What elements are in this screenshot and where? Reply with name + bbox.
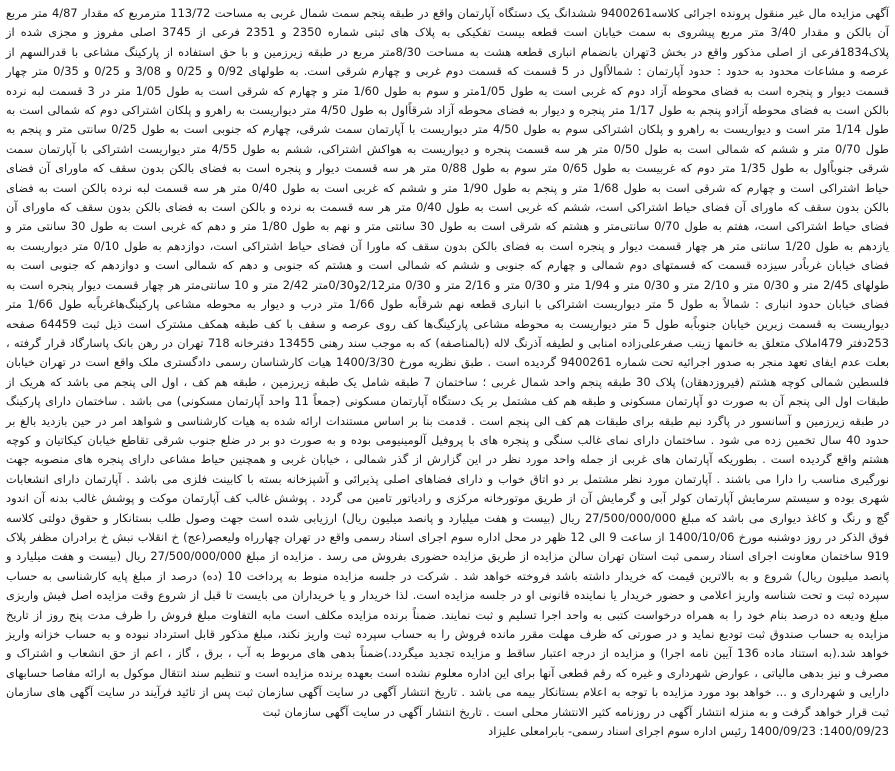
- notice-signature-line: 1400/09/23: 1400/09/23 رئیس اداره سوم اجرای اسناد رسمی- بابرامعلی علیزاد: [488, 724, 889, 739]
- auction-notice-text: آگهی مزایده مال غیر منقول پرونده اجرائی کلاسه9400261 ششدانگ یک دستگاه آپارتمان واقع در طبقه پنجم سمت شمال غربی به مساحت 113/72 مترمربع که مقدار 4/87 متر مربع آن بالکن و مقدار 3/40 متر مربع پیشروی به سمت خیابان است قطعه بیست تفکیکی به پلاک های ثبتی شماره 2350 و 2351 فرعی از 3745 اصلی مفروز و مجزی شده از پلاک1834فرعی از اصلی مذکور واقع در بخش 3تهران بانضمام انباری قطعه هشت به مساحت 8/30متر مربع در طبقه زیرزمین و با حق استفاده از پارکینگ مشاعی با قدرالسهم از عرصه و مشاعات محدود به حدود : حدود آپارتمان : شمالاًاول در 5 قسمت که قسمت دوم غربی و چهارم شرقی است. به طولهای 0/92 و 0/25 و 3/08 و 0/25 و 0/35 متر چهار قسمت دیوار و پنجره است به فضای محوطه آزاد دوم که غربی است به طول 1/05متر و سوم به طول 1/60 متر و چهارم که شرقی است به طول 1/05 متر در 3 قسمت لبه نرده بالکن است به فضای محوطه آزادو پنجم به طول 1/17 متر پنجره و دیوار به فضای محوطه آزاد شرقاًاول به طول 4/50 متر دیواریست به راهرو و پلکان اشتراکی دوم که شمالی است به طول 1/14 متر است و دیواریست به راهرو و پلکان اشتراکی سوم به طول 4/50 متر دیواریست با آپارتمان سمت شرقی، چهارم که جنوبی است به طول 0/25 سانتی متر و پنجم به طول 0/70 متر و ششم که شمالی است به طول 0/50 متر هر سه قسمت پنجره و دیواریست به هواکش اشتراکی، ششم به طول 4/55 متر دیواریست اشتراکی با آپارتمان سمت شرقی جنوباًاول به طول 1/35 متر دوم که غربیست به طول 0/65 متر سوم به طول 0/88 متر هر سه قسمت دیوار و پنجره است به فضای بالکن بدون سقف که ماورای آن فضای حیاط اشتراکی است و چهارم که شرقی است به طول 1/68 متر و پنجم به طول 1/90 متر و ششم که غربی است به طول 0/40 متر هر سه قسمت لبه نرده بالکن است به فضای بالکن بدون سقف که ماورای آن فضای حیاط اشتراکی است، ششم که غربی است به طول 0/40 متر هر سه قسمت به نرده و بالکن است به فضای بالکن بدون سقف که ماورای آن فضای حیاط اشتراکی است، هفتم به طول 0/70 سانتی‌متر و هشتم که شرقی است به طول 30 سانتی متر و نهم به طول 1/80 متر و دهم که غربی است به طول 30 سانتی متر و یازدهم به طول 1/20 سانتی متر هر چهار قسمت دیوار و پنجره است به فضای بالکن بدون سقف که ماورا آن فضای حیاط اشتراکی است، دوازدهم به طول 0/10 متر دیواریست به فضای خیابان غرباًدر سیزده قسمت که قسمتهای دوم شمالی و چهارم که جنوبی و ششم که شمالی است و هشتم که جنوبی و دهم که شمالی است و دوازدهم که جنوبی است به طولهای 2/45 متر و 0/30 متر و 2/10 متر و 0/30 متر و 1/94 متر و 0/30 متر و 2/16 متر و 0/30 متر2/12و0/30متر 2/42 متر و 10 سانتی‌متر هر چهار قسمت دیوار پنجره است به فضای خیابان حدود انباری : شمالاً به طول 5 متر دیواریست اشتراکی با انباری قطعه نهم شرقاًبه طول 1/66 متر درب و دیوار به محوطه مشاعی پارکینگ‌هاغرباًبه طول 1/66 متر دیواریست به قسمت زیرین خیابان جنوباًبه طول 5 متر دیواریست به محوطه مشاعی پارکینگ‌ها کف روی عرصه و سقف با کف طبقه همکف مشترک است ذیل ثبت 64459 صفحه 253دفتر 479املاک متعلق به خانمها زینب صفرعلی‌زاده امنابی و لطیفه آذرنگ لاله (بالمناصفه) که به موجب سند رهنی 13455 دفترخانه 718 تهران در رهن بانک پاسارگاد قرار گرفته ، بعلت عدم ایفای تعهد منجر به صدور اجرائیه تحت شماره 9400261 گردیده است . طبق نظریه مورخ 1400/3/30 هیات کارشناسان رسمی دادگستری ملک واقع است در تهران خیابان فلسطین شمالی کوچه هشتم (فیروزدهقان) پلاک 30 طبقه پنجم واحد شمال غربی ؛ ساختمان 7 طبقه شامل یک طبقه زیرزمین ، طبقه هم کف ، اول الی پنجم می باشد که هریک از طبقات اول الی پنجم آن به صورت دو آپارتمان مسکونی و طبقه هم کف مشتمل بر یک دستگاه آپارتمان مسکونی (جمعاً 11 واحد آپارتمان مسکونی) می باشد . ساختمان دارای پارکینگ در طبقه زیرزمین و آسانسور در پاگرد نیم طبقه برای طبقات هم کف الی پنجم است . قدمت بنا بر اساس مستندات ارائه شده به هیات کارشناسی و شواهد امر در حین بازدید بالغ بر حدود 40 سال تخمین زده می شود . ساختمان دارای نمای غالب سنگی و پنجره های با پروفیل آلومینیومی بوده و به صورت دو بر در ضلع جنوب شرقی تقاطع خیابان کیکاتیان و کوچه هشتم واقع گردیده است . بطوریکه آپارتمان های غربی از جمله واحد مورد نظر در این گزارش از گذر شمالی ، خیابان غربی و همچنین حیاط مشاعی دارای پنجره های منصوبه جهت نورگیری مناسب را دارا می باشند . آپارتمان مورد نظر مشتمل بر دو اتاق خواب و دارای فضاهای اصلی پذیرائی و آشپزخانه بسته با کابینت فلزی می باشد . آپارتمان دارای انشعابات شهری بوده و سیستم سرمایش آپارتمان کولر آبی و گرمایش آن از طریق موتورخانه مرکزی و رادیاتور تامین می گردد . پوشش غالب کف آپارتمان موکت و پوشش غالب بدنه آن اندود گچ و رنگ و کاغذ دیواری می باشد که مبلغ 27/500/000/000 ریال (بیست و هفت میلیارد و پانصد میلیون ریال) ارزیابی شده است جهت وصول طلب بستانکار و حقوق دولتی کلاسه فوق الذکر در روز دوشنبه مورخ 1400/10/06 از ساعت 9 الی 12 ظهر در محل اداره سوم اجرای اسناد رسمی واقع در تهران چهارراه ولیعصر(عج) خ انقلاب نبش خ برادران مظفر پلاک 919 ساختمان معاونت اجرای اسناد رسمی ثبت استان تهران سالن مزایده از طریق مزایده حضوری بفروش می رسد . مزایده از مبلغ 27/500/000/000 ریال (بیست و هفت میلیارد و پانصد میلیون ریال) شروع و به بالاترین قیمت که خریدار داشته باشد فروخته خواهد شد . شرکت در جلسه مزایده منوط به پرداخت 10 (ده) درصد از مبلغ پایه کارشناسی به حساب سپرده ثبت و تحت شناسه واریز اعلامی و حضور خریدار یا نماینده قانونی او در جلسه مزایده است. لذا خریدار و یا خریداران می بایست تا قبل از شروع وقت مزایده اصل فیش واریزی مبلغ ودیعه ده درصد بنام خود را به همراه درخواست کتبی به واحد اجرا تسلیم و ثبت نمایند. ضمناً برنده مزایده مکلف است مابه التفاوت مبلغ فروش را ظرف مدت پنج روز از تاریخ مزایده به حساب صندوق ثبت تودیع نماید و در صورتی که ظرف مهلت مقرر مانده فروش را به حساب سپرده ثبت واریز نکند، مبلغ مذکور قابل استرداد نبوده و به حساب خزانه واریز خواهد شد.(به استناد ماده 136 آیین نامه اجرا) و مزایده از درجه اعتبار ساقط و مزایده تجدید میگردد.)ضمناً بدهی های مربوط به آب ، برق ، گاز ، اعم از حق انشعاب و اشتراک و مصرف و نیز بدهی مالیاتی ، عوارض شهرداری و غیره که رقم قطعی آنها برای این اداره معلوم نشده است بعهده برنده مزایده است و تنظیم سند انتقال موکول به ارائه مفاصا حسابهای دارایی و شهرداری و ... خواهد بود مورد مزایده با توجه به اعلام بستانکار بیمه می باشد . تاریخ انتشار آگهی در سایت آگهی سازمان ثبت پس از تائید فرآیند در سایت آگهی های سازمان ثبت قرار خواهد گرفت و به منزله انتشار آگهی در روزنامه کثیر الانتشار محلی است . تاریخ انتشار آگهی در سایت آگهی سازمان ثبت: [6, 6, 890, 719]
